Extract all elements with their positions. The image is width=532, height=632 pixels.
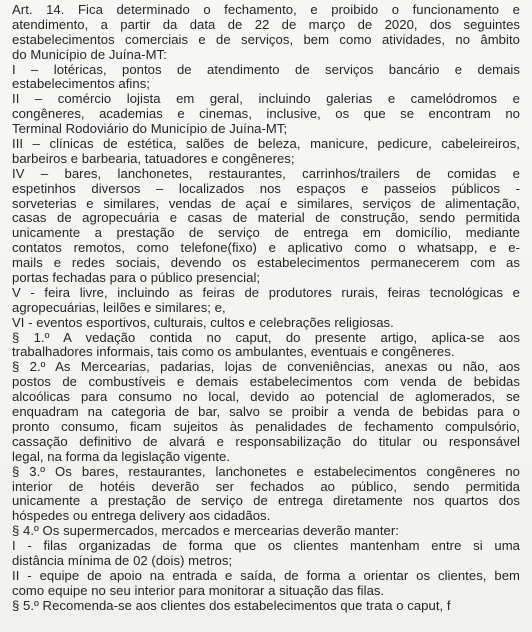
text-line: atendimento, a partir da data de 22 de março de 2020, dos seguintes [12, 17, 520, 32]
text-line: interior de hotéis deverão ser fechados ao público, sendo permitida [12, 479, 520, 494]
text-line: § 4.º Os supermercados, mercados e mercearias deverão manter: [12, 524, 399, 539]
text-line: espetinhos diversos – localizados nos espaços e passeios públicos - [12, 181, 520, 196]
text-line: portas fechadas para o público presencial; [12, 271, 261, 286]
text-line: legal, na forma da legislação vigente. [12, 449, 231, 464]
text-line: distância mínima de 02 (dois) metros; [12, 553, 233, 568]
text-line: IV – bares, lanchonetes, restaurantes, carrinhos/trailers de comidas e [12, 166, 520, 181]
text-line: como equipe no seu interior para monitorar a situação das filas. [12, 583, 385, 598]
text-line: § 5.º Recomenda-se aos clientes dos estabelecimentos que trata o caput, f [12, 598, 451, 613]
text-line: hóspedes ou entrega delivery aos cidadãos. [12, 509, 271, 524]
text-line: cassação definitivo de alvará e responsabilização do titular ou responsável [12, 434, 520, 449]
text-line: § 3.º Os bares, restaurantes, lanchonetes e estabelecimentos congêneres no [12, 464, 520, 479]
text-line: casas de agropecuária e casas de material de construção, sendo permitida [12, 211, 520, 226]
text-line: § 1.º A vedação contida no caput, do presente artigo, aplica-se aos [12, 330, 520, 345]
text-line: mails e redes sociais, devendo os estabelecimentos permanecerem com as [12, 256, 520, 271]
text-line: Art. 14. Fica determinado o fechamento, e proibido o funcionamento e [12, 3, 520, 17]
text-line: Terminal Rodoviário do Município de Juína-MT; [12, 122, 288, 137]
text-line: agropecuárias, leilões e similares; e, [12, 300, 226, 315]
text-line: postos de combustíveis e demais estabelecimentos com venda de bebidas [12, 375, 520, 390]
text-line: II - equipe de apoio na entrada e saída, de forma a orientar os clientes, bem [12, 568, 520, 583]
text-line: sorveterias e similares, vendas de açaí e similares, serviços de alimentação, [12, 196, 520, 211]
text-line: III – clínicas de estética, salões de beleza, manicure, pedicure, cabeleireiros, [12, 137, 520, 152]
text-line: alcoólicas para consumo no local, devido ao potencial de aglomerados, se [12, 390, 520, 405]
text-line: estabelecimentos comerciais e de serviços, bem como atividades, no âmbito [12, 32, 520, 47]
text-line: I – lotéricas, pontos de atendimento de serviços bancário e demais [12, 62, 520, 77]
text-line: II – comércio lojista em geral, incluindo galerias e camelódromos e [12, 92, 520, 107]
text-line: congêneres, academias e cinemas, inclusive, os que se encontram no [12, 107, 520, 122]
text-line: V - feira livre, incluindo as feiras de produtores rurais, feiras tecnológicas e [12, 285, 520, 300]
text-line: unicamente a prestação de serviço de entrega em domicílio, mediante [12, 226, 520, 241]
text-line: barbeiros e barbearia, tatuadores e congêneres; [12, 151, 295, 166]
text-line: estabelecimentos afins; [12, 77, 150, 92]
text-line: do Município de Juína-MT: [12, 47, 167, 62]
text-line: trabalhadores informais, tais como os ambulantes, eventuais e congêneres. [12, 345, 455, 360]
text-line: pronto consumo, ficam sujeitos às penalidades de fechamento compulsório, [12, 419, 520, 434]
text-line: contatos remotos, como telefone(fixo) e aplicativo como o whatsapp, e e- [12, 241, 520, 256]
text-line: § 2.º As Mercearias, padarias, lojas de conveniências, anexas ou não, aos [12, 360, 520, 375]
text-line: unicamente a prestação de serviço de entrega diretamente nos quartos dos [12, 494, 520, 509]
text-line: VI - eventos esportivos, culturais, cultos e celebrações religiosas. [12, 315, 394, 330]
text-line: I - filas organizadas de forma que os clientes mantenham entre si uma [12, 539, 520, 554]
text-line: enquadram na categoria de bar, salvo se proibir a venda de bebidas para o [12, 405, 520, 420]
